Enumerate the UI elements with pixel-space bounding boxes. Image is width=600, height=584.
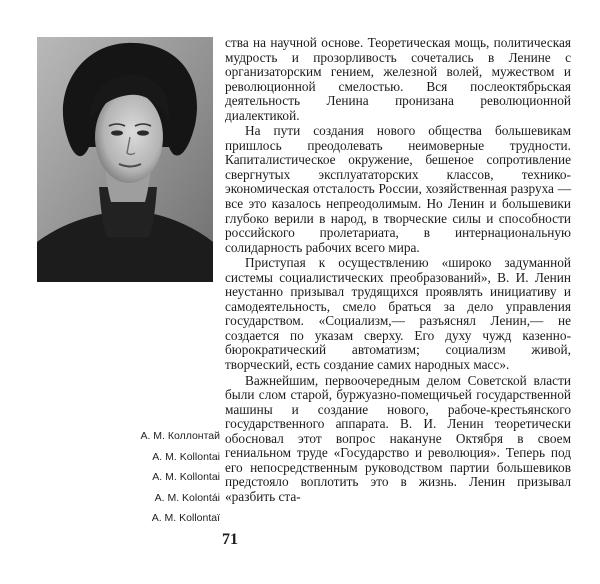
text-column xyxy=(225,36,571,505)
paragraph-3: Приступая к осуществлению «широко задуманной системы социалистических преобразований», В. И. Ленин неустанно призывал трудящихся проявлять инициативу и самодеятельность, смело браться за дело управления государством. «Социализм,— разъяснял Ленин,— не создается по указам сверху. Его духу чужд казенно-бюрократический автоматизм; социализм живой, творческий, есть создание самих народных масс». xyxy=(225,255,571,373)
caption-latin-3: A. M. Kolontái xyxy=(154,491,220,504)
caption-russian: А. М. Коллонтай xyxy=(140,430,220,442)
caption-list xyxy=(96,426,220,529)
portrait-photo xyxy=(37,37,213,282)
portrait-photo-icon xyxy=(37,37,213,282)
page-number: 71 xyxy=(222,531,238,548)
paragraph-1: ства на научной основе. Теоретическая мощь, политическая мудрость и прозорливость сочетались в Ленине с организаторским гением, железной волей, мужеством и революционной смелостью. Вся послеоктябрьская деятельность Ленина пронизана революционной диалектикой. xyxy=(225,35,571,123)
paragraph-2: На пути создания нового общества большевикам пришлось преодолевать неимоверные трудности. Капиталистическое окружение, бешеное сопротивление свергнутых эксплуататорских классов, технико-экономическая отсталость России, хозяйственная разруха — все это казалось непреодолимым. Но Ленин и большевики глубоко верили в народ, в творческие силы и способности российского пролетариата, в интернациональную солидарность рабочих всего мира. xyxy=(225,123,571,255)
caption-latin-2: A. M. Kollontai xyxy=(152,471,220,483)
caption-latin-4: A. M. Kollontaï xyxy=(151,512,220,524)
caption-latin-1: A. M. Kollontai xyxy=(152,450,220,463)
paragraph-4: Важнейшим, первоочередным делом Советской власти были слом старой, буржуазно-помещичьей государственной машины и создание нового, рабоче-крестьянского государственного аппарата. В. И. Ленин теоретически обосновал этот вопрос накануне Октября в своем гениальном труде «Государство и революция». Теперь под его непосредственным руководством партии большевиков предстояло воплотить это в жизнь. Ленин призывал «разбить ста- xyxy=(225,372,571,504)
